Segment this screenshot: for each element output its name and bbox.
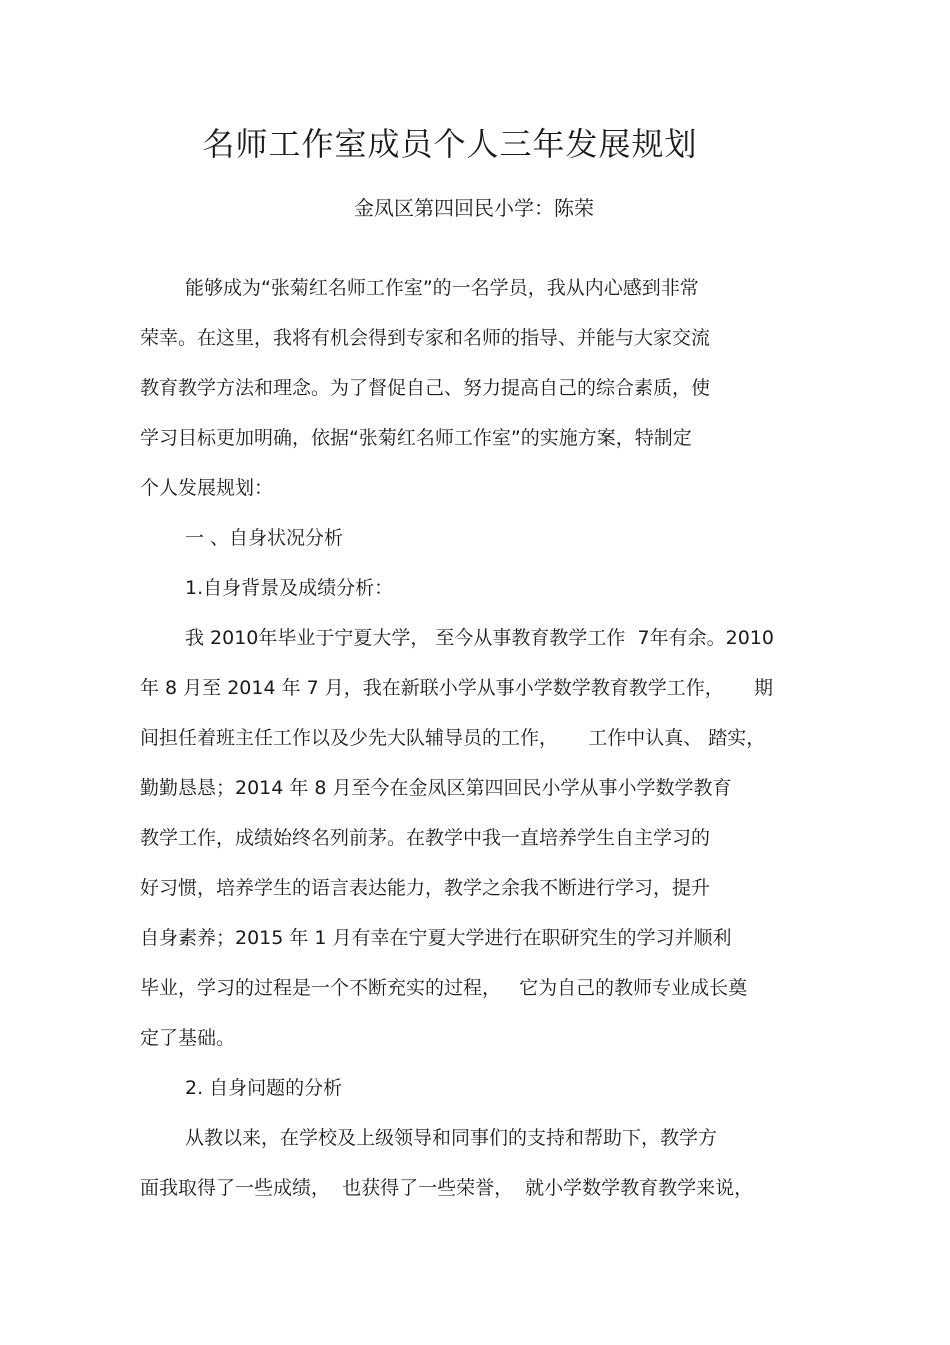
paragraph-line: 勤勤恳恳；2014 年 8 月至今在金凤区第四回民小学从事小学数学教育	[140, 777, 732, 799]
document-author: 金凤区第四回民小学：陈荣	[354, 196, 594, 220]
section-heading: 一 、自身状况分析	[185, 527, 344, 549]
paragraph-line: 我 2010年毕业于宁夏大学， 至今从事教育教学工作 7年有余。2010	[185, 627, 774, 649]
paragraph-line: 毕业，学习的过程是一个不断充实的过程， 它为自己的教师专业成长奠	[140, 977, 748, 999]
paragraph-line: 教学工作，成绩始终名列前茅。在教学中我一直培养学生自主学习的	[140, 827, 711, 849]
paragraph-line: 自身素养；2015 年 1 月有幸在宁夏大学进行在职研究生的学习并顺利	[140, 927, 732, 949]
paragraph-line: 定了基础。	[140, 1027, 236, 1049]
paragraph-line: 间担任着班主任工作以及少先大队辅导员的工作， 工作中认真、 踏实，	[140, 727, 766, 749]
subsection-heading: 2. 自身问题的分析	[185, 1077, 343, 1099]
paragraph-line: 面我取得了一些成绩， 也获得了一些荣誉， 就小学数学教育教学来说，	[140, 1177, 754, 1199]
paragraph-line: 从教以来，在学校及上级领导和同事们的支持和帮助下，教学方	[185, 1127, 718, 1149]
document-title: 名师工作室成员个人三年发展规划	[202, 125, 698, 163]
paragraph-line: 学习目标更加明确，依据“张菊红名师工作室”的实施方案，特制定	[140, 427, 692, 449]
subsection-heading: 1.自身背景及成绩分析：	[185, 577, 394, 599]
paragraph-line: 能够成为“张菊红名师工作室”的一名学员，我从内心感到非常	[185, 277, 699, 299]
paragraph-line: 好习惯，培养学生的语言表达能力，教学之余我不断进行学习，提升	[140, 877, 711, 899]
paragraph-line: 年 8 月至 2014 年 7 月，我在新联小学从事小学数学教育教学工作， 期	[140, 677, 773, 699]
paragraph-line: 个人发展规划：	[140, 477, 274, 499]
paragraph-line: 荣幸。在这里，我将有机会得到专家和名师的指导、并能与大家交流	[140, 327, 711, 349]
paragraph-line: 教育教学方法和理念。为了督促自己、努力提高自己的综合素质，使	[140, 377, 711, 399]
